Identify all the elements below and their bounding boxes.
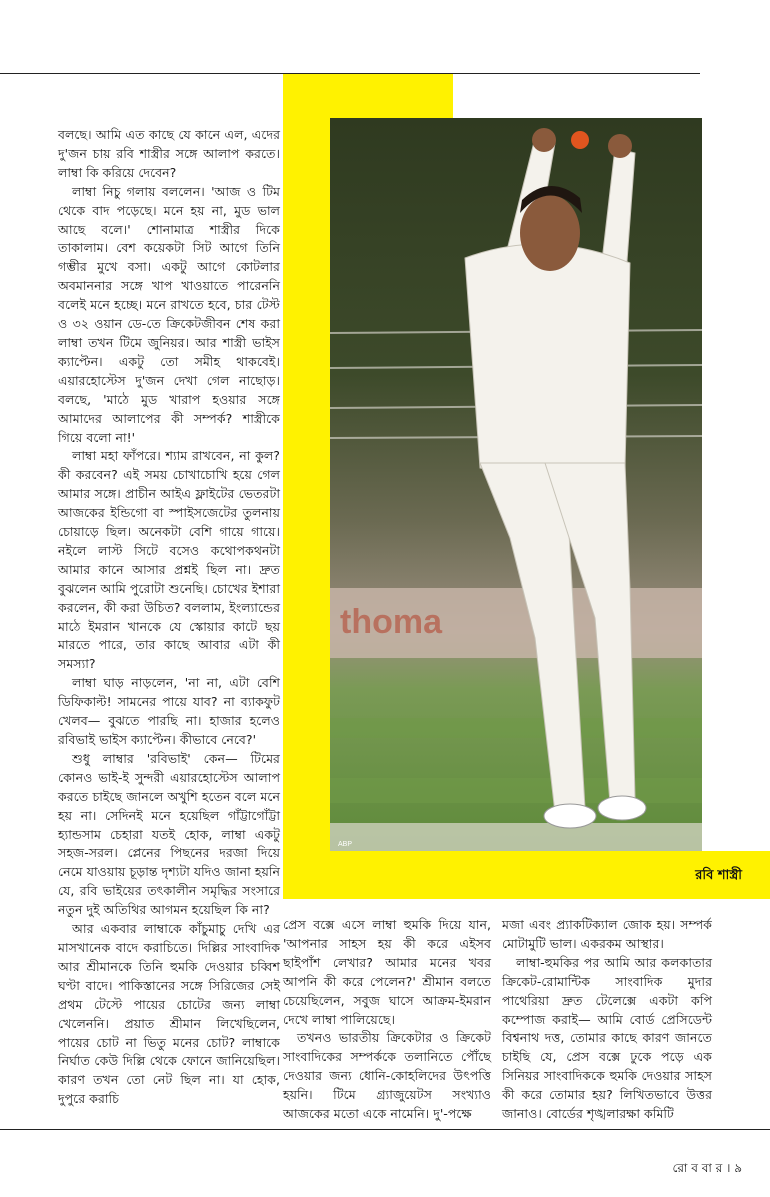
bottom-rule — [0, 1129, 770, 1130]
paragraph: লাম্বা-হুমকির পর আমি আর কলকাতার ক্রিকেট-রোমান্টিক সাংবাদিক মুদার পাথেরিয়া দ্রুত টেলেক্সে একটা কপি কম্পোজ করাই— আমি বোর্ড প্রেসিডেন্ট বিশ্বনাথ দত্ত, তোমার কাছে কারণ জানতে চাইছি যে, প্রেস বক্সে ঢুকে পড়ে এক সিনিয়র সাংবাদিককে হুমকি দেওয়ার সাহস কী করে তোমার হয়? লিখিতভাবে উত্তর জানাও। বোর্ডের শৃঙ্খলারক্ষা কমিটি — [502, 954, 712, 1122]
page-folio: রো ব বা র । ৯ — [672, 1161, 742, 1175]
photo-watermark: ABP — [338, 841, 353, 848]
paragraph: লাম্বা ঘাড় নাড়লেন, 'না না, এটা বেশি ডিফিকাল্ট! সামনের পায়ে যাব? না ব্যাকফুট খেলব— বুঝতে পারছি না। হাজার হলেও রবিভাই ভাইস ক্যাপ্টেন। কীভাবে নেবে?' — [58, 675, 280, 747]
paragraph: আর একবার লাম্বাকে কাঁচুমাচু দেখি এর মাসখানেক বাদে করাচিতে। দিল্লির সাংবাদিক আর শ্রীমানকে তিনি হুমকি দেওয়ার চব্বিশ ঘণ্টা বাদে। পাকিস্তানের সঙ্গে সিরিজের সেই প্রথম টেস্টে পায়ের চোটের জন্য লাম্বা খেলেননি। প্রয়াত শ্রীমান লিখেছিলেন, পায়ের চোট না ভিতু মনের চোট? লাম্বাকে নির্ঘাত কেউ দিল্লি থেকে ফোনে জানিয়েছিল। কারণ তখন তো নেট ছিল না। যা হোক, দুপুরে করাচি — [58, 921, 280, 1107]
svg-text:thoma: thoma — [340, 603, 442, 641]
cricketer-photo — [330, 118, 702, 851]
article-column-1 — [58, 126, 280, 1109]
paragraph: প্রেস বক্সে এসে লাম্বা হুমকি দিয়ে যান, 'আপনার সাহস হয় কী করে এইসব ছাইপাঁশ লেখার? আমার মনের খবর আপনি কী করে পেলেন?' শ্রীমান বলতে চেয়েছিলেন, সবুজ ঘাসে আক্রম-ইমরান দেখে লাম্বা পালিয়েছে। — [283, 917, 491, 1027]
paragraph: বলছে। আমি এত কাছে যে কানে এল, এদের দু'জন চায় রবি শাস্ত্রীর সঙ্গে আলাপ করতে। লাম্বা কি করিয়ে দেবেন? — [58, 127, 280, 180]
paragraph: লাম্বা মহা ফাঁপরে। শ্যাম রাখবেন, না কুল? কী করবেন? এই সময় চোখাচোখি হয়ে গেল আমার সঙ্গে। প্রাচীন আইএ ফ্লাইটের ভেতরটা আজকের ইন্ডিগো বা স্পাইসজেটের তুলনায় চোয়াড়ে ছিল। অনেকটা বেশি গায়ে গায়ে। নইলে লাস্ট সিটে বসেও কথোপকথনটা আমার কানে আসার প্রশ্নই ছিল না। দ্রুত বুঝলেন আমি পুরোটা শুনেছি। চোখের ইশারা করলেন, কী করা উচিত? বললাম, ইংল্যান্ডের মাঠে ইমরান খানকে যে স্কোয়ার কাটে ছয় মারতে পারে, তার কাছে আবার এটা কী সমস্যা? — [58, 448, 280, 672]
article-column-2 — [283, 916, 491, 1124]
article-column-3 — [502, 916, 712, 1124]
yellow-accent-panel — [283, 74, 333, 899]
paragraph: তখনও ভারতীয় ক্রিকেটার ও ক্রিকেট সাংবাদিকের সম্পর্ককে তলানিতে পৌঁছে দেওয়ার জন্য ধোনি-কোহলিদের উৎপত্তি হয়নি। টিমে গ্র্যাজুয়েটস সংখ্যাও আজকের মতো একে নামেনি। দু'-পক্ষে — [283, 1030, 491, 1122]
paragraph: লাম্বা নিচু গলায় বললেন। 'আজ ও টিম থেকে বাদ পড়েছে। মনে হয় না, মুড ভাল আছে বলে।' শোনামাত্র শাস্ত্রীর দিকে তাকালাম। বেশ কয়েকটা সিট আগে তিনি গম্ভীর মুখে বসা। একটু আগে কোটলার অবমাননার সঙ্গে খাপ খাওয়াতে পারেননি বলেই মনে হচ্ছে। মনে রাখতে হবে, চার টেস্ট ও ৩২ ওয়ান ডে-তে ক্রিকেটজীবন শেষ করা লাম্বা তখন টিমে জুনিয়র। আর শাস্ত্রী ভাইস ক্যাপ্টেন। একটু তো সমীহ থাকবেই। এয়ারহোস্টেস দু'জন দেখা গেল নাছোড়। বলছে, 'মাঠে মুড খারাপ হওয়ার সঙ্গে আমাদের আলাপের কী সম্পর্ক? শাস্ত্রীকে গিয়ে বলো না!' — [58, 183, 280, 445]
paragraph: শুধু লাম্বার 'রবিভাই' কেন— টিমের কোনও ভাই-ই সুন্দরী এয়ারহোস্টেস আলাপ করতে চাইছে জানলে অখুশি হতেন বলে মনে হয় না। সেদিনই মনে হয়েছিল গাঁট্টাগোঁট্টা হ্যান্ডসাম চেহারা যতই হোক, লাম্বা একটু সহজ-সরল। প্লেনের পিছনের দরজা দিয়ে নেমে যাওয়ায় চূড়ান্ত দৃশ্যটা যদিও জানা হয়নি যে, রবি ভাইয়ের তৎকালীন সমৃদ্ধির সংসারে নতুন দুই অতিথির আগমন হয়েছিল কি না? — [58, 750, 280, 918]
photo-caption: রবি শাস্ত্রী — [695, 868, 742, 883]
paragraph: মজা এবং প্র্যাকটিক্যাল জোক হয়। সম্পর্ক মোটামুটি ভাল। একরকম আস্থার। — [502, 917, 712, 951]
